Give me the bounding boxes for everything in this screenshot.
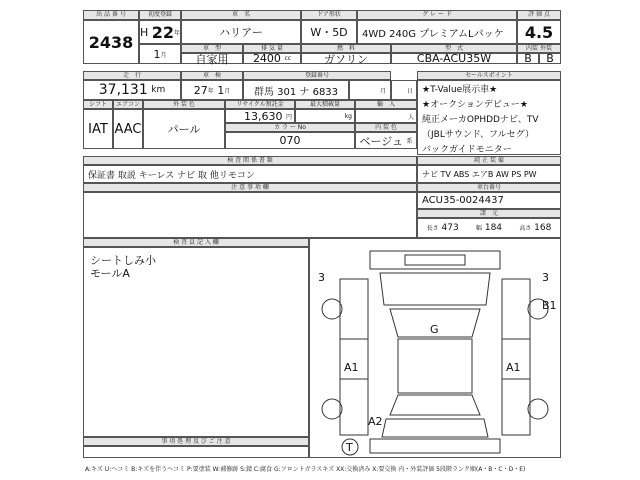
damage-diagram-frame [309,238,561,458]
displacement [243,53,301,64]
inspector-note: シートしみ小 [90,254,156,267]
damage-rear: T [346,441,353,454]
plate-day-unit: 日 [406,87,413,95]
right-side-shape [502,279,530,435]
wheel-rear-right [528,399,548,419]
mileage [83,80,181,100]
damage-rear-left: A2 [368,415,383,428]
hdr-dimensions: 諸 元 [417,209,561,218]
hdr-first-reg: 初度登録 [139,10,181,20]
hdr-equipment: 純 正 装 備 [417,156,561,165]
aircon-type: AAC [113,109,143,149]
overall-score: 4.5 [517,20,561,44]
left-side-shape [340,279,368,435]
max-load [295,109,355,123]
hdr-remarks: 事 項 処 理 及 び ご 注 意 [83,437,309,446]
inspection-month-unit: 月 [224,87,231,95]
grade: 4WD 240G プレミアムLパッケ [357,20,517,44]
legend: A:キズ U:ヘコミ B:キズを伴うヘコミ P:要塗装 W:補修跡 S:錆 C:腐食 G:フロントガラスキズ XX:交換済み X:要交換 内・外装評価 5段階ランク順(A・B・C・D・E) [85,466,526,473]
import-unit: 人 [407,113,414,121]
tailgate-shape [382,419,488,437]
hdr-lot-no: 出 品 番 号 [83,10,139,20]
car-name: ハリアー [181,20,301,44]
hdr-inspector: 検 査 員 記 入 欄 [83,238,309,247]
import [355,109,417,123]
plate-month [349,80,391,100]
hdr-fuel: 燃 料 [301,44,391,53]
hdr-color-no: カ ラ ー No [225,123,355,132]
hdr-frame-no: 車台番号 [417,183,561,192]
sales-point-item: ★T-Value展示車★ [422,85,498,95]
exterior-color: パール [143,109,225,149]
hdr-documents: 検 査 関 係 書 類 [83,156,417,165]
notes-box [83,192,417,238]
hdr-notes: 注 意 事 項 欄 [83,183,417,192]
damage-right-mid: A1 [506,361,521,374]
door-type: W・5D [301,20,357,44]
inspector-note: モールA [90,267,130,280]
year-unit: 年 [174,29,181,37]
hdr-sales-point: セールスポイント [417,71,561,80]
hdr-ext-color: 外 装 色 [143,100,225,109]
model-code: CBA-ACU35W [391,53,517,64]
sales-points [417,80,561,155]
hdr-plate: 登録番号 [243,71,391,80]
width-value: 184 [484,223,503,233]
wheel-rear-left [322,399,342,419]
car-type: 自家用 [181,53,243,64]
hdr-grade: グ レ ー ド [357,10,517,20]
lot-number: 2438 [83,20,139,64]
rear-bumper-shape [370,439,500,453]
car-diagram [310,239,560,457]
length-value: 473 [441,223,459,233]
max-load-unit: kg [344,112,352,120]
recycle-value: 13,630 [243,109,283,123]
remarks-box [83,446,309,458]
hdr-displacement: 排 気 量 [243,44,301,53]
plate-day [391,80,417,100]
int-color-value: ベージュ [359,134,404,148]
sales-point-item: 純正メーカOPHDDナビ、TV [422,115,539,125]
mileage-unit: km [151,85,166,95]
dimensions [417,218,561,238]
sales-point-item: ★オークションデビュー★ [422,100,528,110]
fuel: ガソリン [301,53,391,64]
height-label: 高さ [519,225,532,232]
recycle-fee [225,109,295,123]
era: H [139,25,149,39]
hdr-mileage: 走 行 [83,71,181,80]
plate-number: 群馬 301 ナ 6833 [243,80,349,100]
hdr-max-load: 最大積載量 [295,100,355,109]
length-label: 長さ [426,225,439,232]
damage-front-left: 3 [318,271,325,284]
equipment: ナビ TV ABS エアB AW PS PW [417,165,561,183]
width-label: 幅 [475,225,482,232]
hdr-aircon: エアコン [113,100,143,109]
hdr-inspection: 車 検 [181,71,243,80]
first-reg-year [139,20,181,44]
documents: 保証書 取説 キーレス ナビ 取 他リモコン [83,165,417,183]
rear-glass-shape [390,395,480,415]
int-color-unit: 系 [406,138,413,145]
damage-windshield: G [430,323,439,336]
inspection-month: 1 [217,83,225,97]
color-number: 070 [225,132,355,149]
hdr-car-name: 車 名 [181,10,301,20]
grille-shape [405,255,465,265]
inspection-expiry [181,80,243,100]
mileage-value: 37,131 [98,82,148,98]
hdr-model: 型 式 [391,44,517,53]
hdr-int-ext: 内装 外装 [517,44,561,53]
damage-left-mid: A1 [344,361,359,374]
hood-shape [380,273,490,305]
hdr-door: ドア形状 [301,10,357,20]
interior-color [355,132,417,149]
frame-number: ACU35-0024437 [417,192,561,209]
interior-score: B [517,53,539,64]
damage-front-right: 3 [542,271,549,284]
hdr-shift: シフト [83,100,113,109]
shift-type: IAT [83,109,113,149]
damage-right-front: B1 [542,299,557,312]
month-unit: 月 [160,51,167,59]
displacement-unit: cc [284,55,292,62]
sales-point-item: （JBLサウンド、フルセグ） [422,130,534,140]
displacement-value: 2400 [252,52,281,65]
front-bumper-shape [370,251,500,269]
height-value: 168 [534,223,552,233]
inspection-year-unit: 年 [207,87,214,95]
inspection-year: 27 [193,83,208,97]
hdr-int-color: 内 装 色 [355,123,417,132]
wheel-front-left [322,299,342,319]
plate-month-unit: 月 [379,87,386,95]
hdr-recycle: リサイクル預託金 [225,100,295,109]
sales-point-item: バックガイドモニター [422,145,512,155]
auction-sheet [83,10,561,458]
first-reg-month [139,44,181,64]
inspector-notes [83,247,309,437]
month: 1 [153,47,161,61]
exterior-score: B [539,53,561,64]
year: 22 [151,22,175,42]
hdr-import: 輸 入 [355,100,417,109]
recycle-unit: 円 [285,113,292,121]
hdr-score: 評 価 点 [517,10,561,20]
roof-shape [398,339,472,393]
hdr-car-type: 車 型 [181,44,243,53]
